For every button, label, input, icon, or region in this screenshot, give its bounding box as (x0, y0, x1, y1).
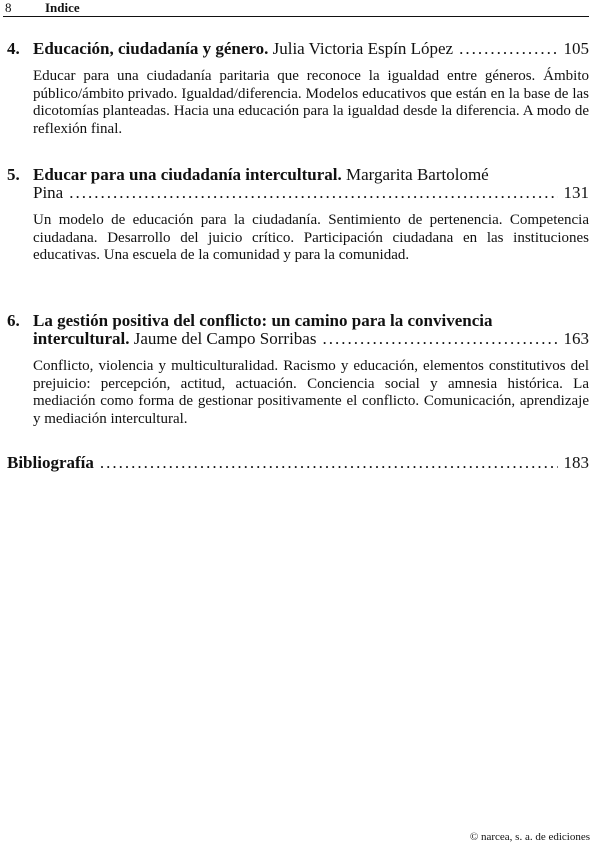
leader-dots (69, 184, 557, 202)
entry-title (7, 40, 589, 58)
entry-description: Educar para una ciudadanía paritaria que reconoce la igualdad entre géneros. Ámbito público/ámbito privado. Igualdad/diferencia. Modelos educativos que están en la base de las dicotomías planteadas. Hacia una educación para la igualdad desde la diferencia. A modo de reflexión final. (33, 68, 589, 137)
entry-author-cont: Pina (33, 183, 64, 202)
page-number: 8 (5, 0, 12, 15)
leader-dots (459, 40, 557, 58)
entry-author: Julia Victoria Espín López (272, 39, 454, 58)
entry-description: Un modelo de educación para la ciudadanía. Sentimiento de pertenencia. Competencia ciudadana. Desarrollo del juicio crítico. Participación ciudadana en las instituciones educativas. Una escuela de la comunidad y para la comunidad. (33, 212, 589, 263)
entry-description: Conflicto, violencia y multiculturalidad. Racismo y educación, elementos constitutivos del prejuicio: percepción, actitud, actuación. Conciencia social y amnesia histórica. La mediación como forma de gestionar positivamente el conflicto. Comunicación, aprendizaje y mediación intercultural. (33, 358, 589, 427)
bibliography-label: Bibliografía (7, 453, 94, 472)
entry-title-text: Educación, ciudadanía y género. (33, 39, 269, 58)
entry-author: Margarita Bartolomé (345, 165, 489, 184)
copyright-footer: © narcea, s. a. de ediciones (469, 831, 590, 843)
toc-entry-6 (7, 312, 589, 428)
entry-page: 131 (563, 183, 589, 202)
entry-page: 163 (563, 329, 589, 348)
entry-title-text: La gestión positiva del conflicto: un camino para la convivencia (33, 311, 493, 330)
bibliography-page: 183 (563, 453, 589, 472)
entry-number: 5. (7, 165, 20, 184)
leader-dots (100, 454, 558, 472)
toc-entry-4 (7, 40, 589, 138)
entry-number: 4. (7, 39, 20, 58)
header-rule (3, 16, 589, 17)
leader-dots (322, 330, 557, 348)
entry-title-text: Educar para una ciudadanía intercultural. (33, 165, 342, 184)
entry-number: 6. (7, 311, 20, 330)
toc-entry-5 (7, 166, 589, 265)
section-title: Indice (45, 0, 80, 15)
entry-author: Jaume del Campo Sorribas (133, 329, 317, 348)
entry-title (7, 166, 589, 202)
entry-title (7, 312, 589, 348)
toc-entry-bibliography (7, 454, 589, 472)
entry-page: 105 (563, 39, 589, 58)
entry-title-text-cont: intercultural. (33, 329, 130, 348)
